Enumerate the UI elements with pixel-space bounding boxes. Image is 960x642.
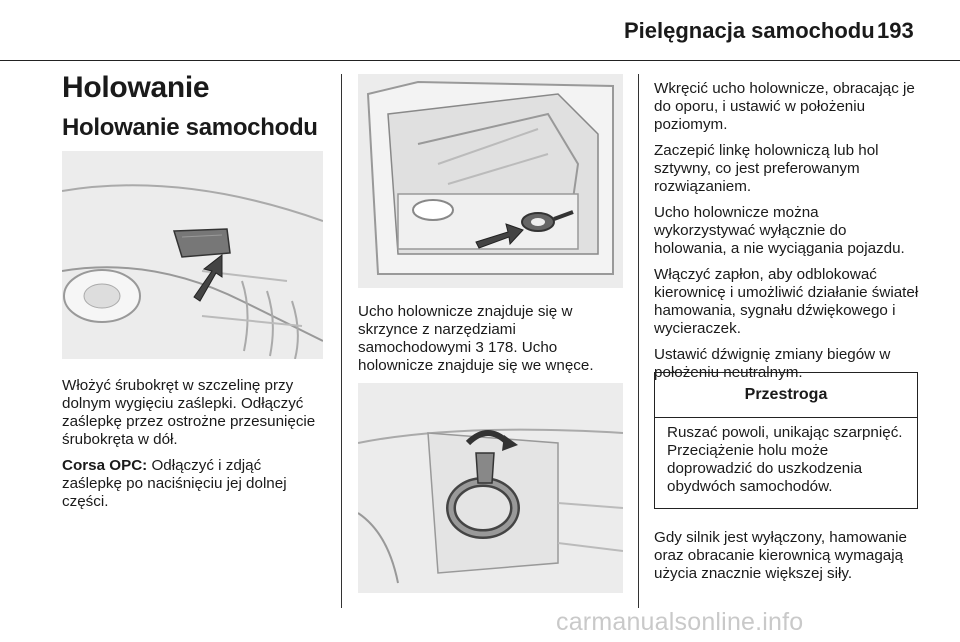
column-2-text bbox=[358, 303, 620, 383]
instruction-corsa-opc bbox=[62, 457, 324, 511]
engine-off-note: Gdy silnik jest wyłączony, hamowanie oraz obracanie kierownicą wymagają użycia znacznie większej siły. bbox=[654, 529, 907, 582]
section-subtitle: Holowanie samochodu bbox=[62, 114, 318, 141]
column-divider-2 bbox=[638, 74, 639, 608]
bumper-cover-illustration bbox=[62, 151, 323, 359]
column-divider-1 bbox=[341, 74, 342, 608]
instruction-towing-only: Ucho holownicze można wykorzystywać wyłącznie do holowania, a nie wyciągania pojazdu. bbox=[654, 204, 905, 257]
corsa-opc-text: Odłączyć i zdjąć zaślepkę po naciśnięciu jej dolnej części. bbox=[62, 457, 287, 510]
instruction-attach-rope: Zaczepić linkę holowniczą lub hol sztywny, co jest preferowanym rozwiązaniem. bbox=[654, 142, 879, 195]
instruction-ignition: Włączyć zapłon, aby odblokować kierownicę i umożliwić działanie świateł hamowania, sygnału dźwiękowego i wycieraczek. bbox=[654, 266, 919, 337]
caution-text: Ruszać powoli, unikając szarpnięć. Przeciążenie holu może doprowadzić do uszkodzenia obydwóch samochodów. bbox=[667, 424, 903, 495]
towing-eye-illustration bbox=[358, 383, 623, 593]
running-header-title: Pielęgnacja samochodu bbox=[624, 18, 875, 43]
watermark: carmanualsonline.info bbox=[556, 608, 804, 636]
instruction-screw-in: Wkręcić ucho holownicze, obracając je do oporu, i ustawić w położeniu poziomym. bbox=[654, 80, 915, 133]
instruction-screwdriver: Włożyć śrubokręt w szczelinę przy dolnym wygięciu zaślepki. Odłączyć zaślepkę przez ostrożne przesunięcie śrubokręta w dół. bbox=[62, 377, 316, 448]
corsa-opc-label: Corsa OPC: bbox=[62, 457, 148, 474]
caution-box bbox=[654, 372, 918, 509]
page-number: 193 bbox=[877, 18, 914, 43]
column-1-text bbox=[62, 377, 324, 519]
caution-title: Przestroga bbox=[655, 373, 917, 418]
section-title: Holowanie bbox=[62, 71, 210, 104]
header-divider bbox=[0, 60, 960, 61]
instruction-neutral: Ustawić dźwignię zmiany biegów w położeniu neutralnym. bbox=[654, 346, 891, 381]
column-3-text bbox=[654, 80, 922, 390]
page-reference-icon: 3 bbox=[475, 339, 484, 356]
toolbox-illustration bbox=[358, 74, 623, 288]
towing-eye-location: Ucho holownicze znajduje się w skrzynce z narzędziami samochodowymi 3 178. Ucho holownicze znajduje się we wnęce. bbox=[358, 303, 594, 374]
